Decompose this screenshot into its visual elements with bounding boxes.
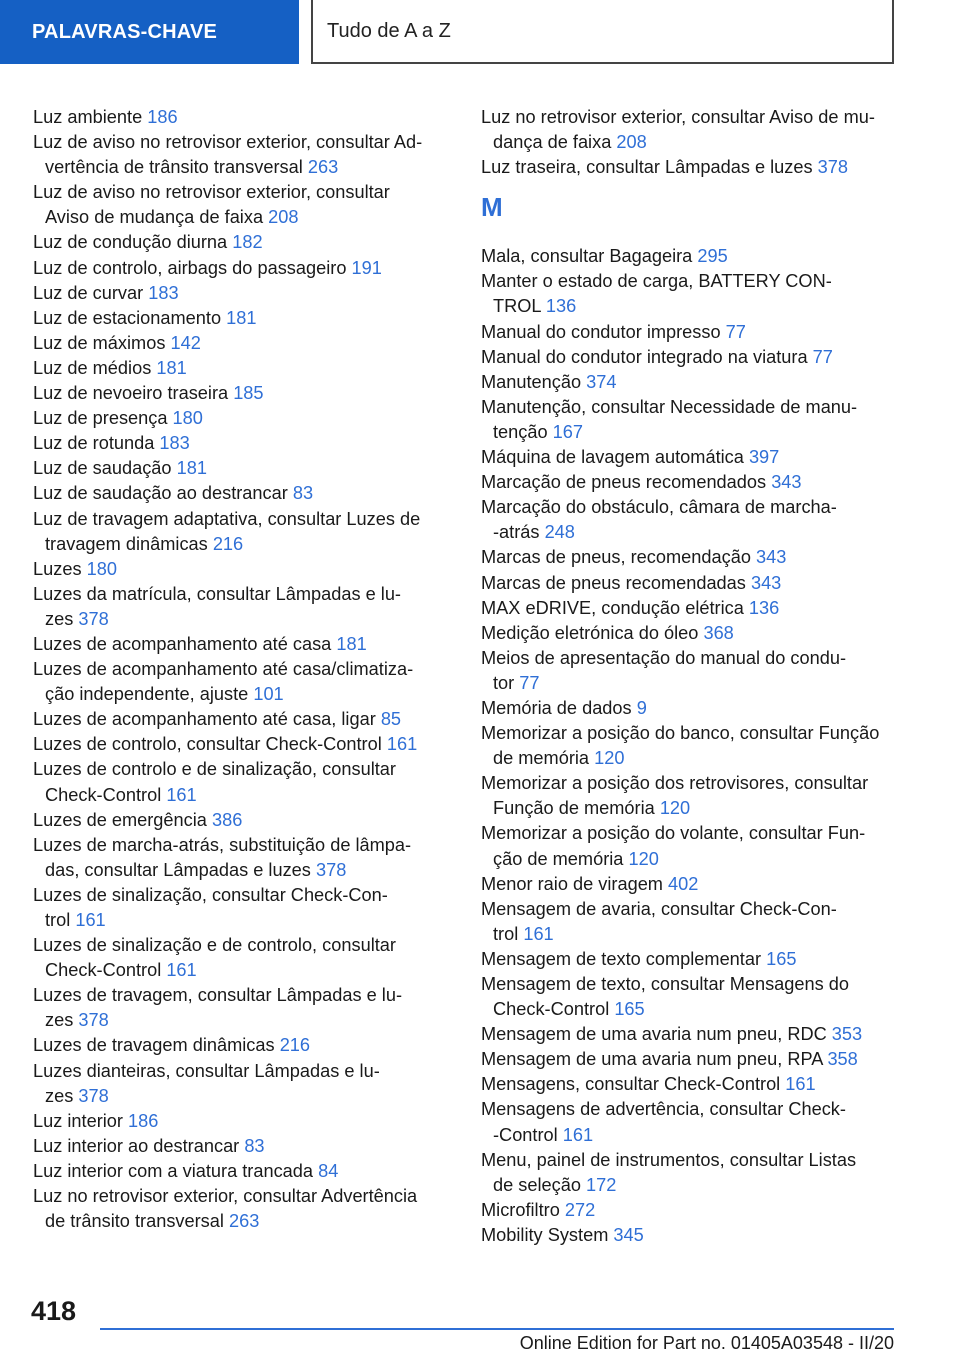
index-entry [481, 821, 901, 871]
page-reference-link[interactable]: 397 [748, 447, 780, 468]
index-entry [481, 1047, 901, 1072]
index-entry-text: Máquina de lavagem automática [481, 447, 744, 468]
page-reference-link[interactable]: 142 [170, 332, 201, 353]
index-entry-text: Luz de aviso no retrovisor exterior, consultar Aviso de mudança de faixa [33, 182, 390, 228]
index-entry-text: Medição eletrónica do óleo [481, 622, 699, 643]
index-entry [33, 180, 445, 230]
page-reference-link[interactable]: 343 [756, 547, 787, 568]
index-entry [33, 833, 445, 883]
index-entry [33, 808, 445, 833]
page-reference-link[interactable]: 120 [628, 848, 659, 869]
index-entry [33, 582, 445, 632]
page-reference-link[interactable]: 165 [766, 948, 797, 969]
page-reference-link[interactable]: 185 [233, 383, 264, 404]
index-entry [33, 632, 445, 657]
index-entry-text: Luz de saudação ao destrancar [33, 483, 288, 504]
index-entry-text: Luz ambiente [33, 107, 143, 127]
page-reference-link[interactable]: 263 [307, 157, 339, 178]
page-reference-link[interactable]: 180 [172, 408, 203, 429]
index-entry-text: Microfiltro [481, 1199, 560, 1220]
page-reference-link[interactable]: 161 [523, 923, 554, 944]
page-reference-link[interactable]: 295 [697, 246, 728, 267]
index-entry [33, 256, 445, 281]
page-reference-link[interactable]: 343 [771, 472, 802, 493]
index-entry [481, 596, 901, 621]
index-entry-text: Meios de apresentação do manual do condu- tor [481, 647, 847, 693]
index-entry [33, 507, 445, 557]
page-reference-link[interactable]: 208 [616, 132, 647, 153]
index-entry-text: Luz interior [33, 1110, 123, 1131]
index-entry-text: Luzes de acompanhamento até casa [33, 633, 332, 654]
index-entry [481, 1148, 901, 1198]
page-reference-link[interactable]: 84 [318, 1160, 339, 1181]
index-entry [481, 244, 901, 269]
index-entry-text: Luz de controlo, airbags do passageiro [33, 257, 347, 278]
index-entry-text: Luzes de controlo, consultar Check-Control [33, 734, 382, 755]
index-entry [33, 306, 445, 331]
page-reference-link[interactable]: 402 [668, 873, 699, 894]
index-entry [481, 1223, 901, 1248]
index-entry-text: Mensagem de uma avaria num pneu, RDC [481, 1024, 827, 1045]
page-reference-link[interactable]: 183 [148, 282, 179, 303]
section-tab-label: PALAVRAS-CHAVE [32, 20, 218, 43]
index-entry-text: Luzes de travagem, consultar Lâmpadas e lu- zes [33, 985, 403, 1031]
page-reference-link[interactable]: 120 [594, 748, 625, 769]
section-title-box [311, 0, 894, 64]
index-entry-text: Luz de máximos [33, 332, 166, 353]
index-entry [33, 1184, 445, 1234]
index-entry [33, 933, 445, 983]
index-entry-text: Luz de nevoeiro traseira [33, 383, 229, 404]
index-entry-text: Mensagem de texto complementar [481, 948, 762, 969]
index-entry-text: Luzes de sinalização e de controlo, consultar Check-Control [33, 935, 396, 981]
page-reference-link[interactable]: 161 [166, 960, 197, 981]
page-reference-link[interactable]: 181 [176, 458, 207, 479]
page-reference-link[interactable]: 248 [544, 522, 575, 543]
index-entry [33, 883, 445, 933]
index-entry [481, 445, 901, 470]
index-entry-text: Luz de curvar [33, 282, 144, 303]
index-entry [33, 381, 445, 406]
page-reference-link[interactable]: 83 [244, 1135, 265, 1156]
page-reference-link[interactable]: 368 [703, 622, 734, 643]
footer-divider [100, 1328, 894, 1330]
index-entry-text: Mensagens, consultar Check-Control [481, 1074, 781, 1095]
page-reference-link[interactable]: 358 [827, 1049, 858, 1070]
index-entry [481, 1022, 901, 1047]
index-entry [481, 1072, 901, 1097]
index-entry [481, 269, 901, 319]
index-entry-text: Luzes de acompanhamento até casa/climatiza- ção independente, ajuste [33, 659, 414, 705]
index-entry [33, 331, 445, 356]
index-entry-text: Mala, consultar Bagageira [481, 246, 693, 267]
page-reference-link[interactable]: 161 [75, 910, 106, 930]
index-entry-text: Memorizar a posição do banco, consultar Função de memória [481, 723, 880, 769]
index-entry [33, 456, 445, 481]
page-reference-link[interactable]: 378 [78, 1010, 109, 1031]
index-entry-text: Mobility System [481, 1224, 609, 1245]
index-entry [33, 657, 445, 707]
index-entry-text: Marcas de pneus, recomendação [481, 547, 751, 568]
index-entry [33, 356, 445, 381]
index-entry [33, 1109, 445, 1134]
page-reference-link[interactable]: 386 [211, 809, 243, 830]
page-reference-link[interactable]: 101 [253, 684, 284, 705]
index-entry [481, 771, 901, 821]
index-entry-text: Mensagem de uma avaria num pneu, RPA [481, 1049, 823, 1070]
index-entry [481, 721, 901, 771]
edition-footer: Online Edition for Part no. 01405A03548 - II/20 [519, 1333, 894, 1353]
page-reference-link[interactable]: 161 [386, 734, 418, 755]
page-reference-link[interactable]: 208 [268, 207, 299, 228]
page-reference-link[interactable]: 378 [315, 859, 347, 880]
index-entry-text: Luz de saudação [33, 458, 172, 479]
index-entry [481, 897, 901, 947]
index-entry-text: Luz no retrovisor exterior, consultar Advertência de trânsito transversal [33, 1186, 418, 1232]
index-entry [33, 281, 445, 306]
letter-heading: M [481, 192, 503, 223]
page-reference-link[interactable]: 378 [78, 1085, 109, 1106]
index-entry [33, 1033, 445, 1058]
page-reference-link[interactable]: 186 [128, 1110, 159, 1131]
index-entry [33, 431, 445, 456]
index-entry [33, 557, 445, 582]
page-reference-link[interactable]: 83 [292, 483, 314, 504]
index-entry-text: Menor raio de viragem [481, 873, 663, 894]
index-entry-text: Luzes de acompanhamento até casa, ligar [33, 709, 376, 730]
index-entry [33, 1059, 445, 1109]
page-reference-link[interactable]: 181 [336, 633, 367, 654]
page-reference-link[interactable]: 77 [812, 346, 833, 367]
page-reference-link[interactable]: 161 [785, 1074, 816, 1095]
index-entry-text: Mensagem de avaria, consultar Check-Con- trol [481, 898, 837, 944]
page-reference-link[interactable]: 374 [586, 371, 617, 392]
page-reference-link[interactable]: 345 [613, 1224, 644, 1245]
index-entry [481, 1198, 901, 1223]
index-entry [481, 696, 901, 721]
index-column-left [33, 105, 445, 1234]
page-reference-link[interactable]: 343 [750, 572, 782, 593]
page-reference-link[interactable]: 272 [564, 1199, 596, 1220]
index-entry-text: Luzes dianteiras, consultar Lâmpadas e lu- zes [33, 1060, 380, 1106]
index-entry [481, 395, 901, 445]
section-tab[interactable] [0, 0, 299, 64]
page-reference-link[interactable]: 182 [232, 232, 263, 253]
index-entry-text: Luz de presença [33, 408, 168, 429]
index-entry [481, 571, 901, 596]
page-reference-link[interactable]: 120 [659, 798, 691, 819]
page-reference-link[interactable]: 216 [279, 1035, 311, 1056]
index-entry [481, 370, 901, 395]
page-reference-link[interactable]: 77 [519, 672, 540, 693]
section-title: Tudo de A a Z [327, 19, 451, 42]
page-reference-link[interactable]: 161 [166, 784, 197, 805]
index-entry-text: Luz de estacionamento [33, 307, 222, 328]
page-reference-link[interactable]: 378 [817, 157, 849, 178]
index-entry [33, 983, 445, 1033]
index-entry-text: Memorizar a posição do volante, consultar Fun- ção de memória [481, 823, 866, 869]
index-entry-text: Manutenção [481, 371, 582, 392]
index-entry [481, 621, 901, 646]
index-entry-text: Luz de condução diurna [33, 232, 228, 253]
page-reference-link[interactable]: 181 [226, 307, 257, 328]
index-entry-text: Manter o estado de carga, BATTERY CON- TROL [481, 271, 832, 317]
index-entry [481, 105, 901, 155]
index-entry [481, 320, 901, 345]
index-entry [481, 1097, 901, 1147]
index-entry-text: Luz de rotunda [33, 433, 155, 454]
index-entry [33, 130, 445, 180]
page-reference-link[interactable]: 186 [147, 107, 178, 127]
index-entry-text: Luz interior ao destrancar [33, 1135, 240, 1156]
index-entry [33, 1159, 445, 1184]
index-entry [481, 972, 901, 1022]
index-entry-text: Manual do condutor integrado na viatura [481, 346, 808, 367]
index-entry [33, 105, 445, 130]
index-entry-text: Luzes de emergência [33, 809, 207, 830]
index-entry [481, 947, 901, 972]
index-entry-text: Luzes de marcha-atrás, substituição de lâmpa- das, consultar Lâmpadas e luzes [33, 834, 412, 880]
index-entry-text: Luzes [33, 558, 82, 579]
page-reference-link[interactable]: 216 [212, 533, 244, 554]
index-entry [481, 155, 901, 180]
index-entry [33, 757, 445, 807]
page-reference-link[interactable]: 378 [78, 608, 109, 629]
index-entry-text: Luzes da matrícula, consultar Lâmpadas e lu- zes [33, 583, 401, 629]
index-entry [33, 707, 445, 732]
index-entry [33, 732, 445, 757]
index-entry [481, 545, 901, 570]
index-entry-text: Menu, painel de instrumentos, consultar Listas de seleção [481, 1149, 857, 1195]
index-entry-text: Mensagem de texto, consultar Mensagens do Check-Control [481, 974, 850, 1020]
index-entry-text: Luz de médios [33, 357, 152, 378]
index-entry [481, 470, 901, 495]
page-number: 418 [31, 1296, 77, 1326]
index-entry [33, 481, 445, 506]
index-entry-text: MAX eDRIVE, condução elétrica [481, 597, 744, 618]
index-entry-text: Manual do condutor impresso [481, 321, 721, 342]
index-entry [33, 406, 445, 431]
index-entry [481, 345, 901, 370]
page-reference-link[interactable]: 165 [614, 999, 645, 1020]
page-reference-link[interactable]: 161 [562, 1124, 594, 1145]
page-reference-link[interactable]: 172 [586, 1174, 617, 1195]
page-reference-link[interactable]: 85 [380, 709, 402, 730]
page-reference-link[interactable]: 353 [831, 1024, 863, 1045]
index-entry [33, 1134, 445, 1159]
index-entry-text: Luz traseira, consultar Lâmpadas e luzes [481, 157, 813, 178]
page-reference-link[interactable]: 136 [748, 597, 780, 618]
page-reference-link[interactable]: 77 [725, 321, 746, 342]
index-entry-text: Mensagens de advertência, consultar Check- -Control [481, 1099, 846, 1145]
index-entry-text: Luz no retrovisor exterior, consultar Aviso de mu- dança de faixa [481, 107, 875, 153]
index-entry-text: Luzes de sinalização, consultar Check-Con- trol [33, 884, 388, 930]
index-column-right [481, 105, 901, 1248]
page-reference-link[interactable]: 167 [552, 421, 584, 442]
page-reference-link[interactable]: 136 [545, 296, 577, 317]
index-entry-text: Manutenção, consultar Necessidade de manu- tenção [481, 396, 858, 442]
index-entry [481, 872, 901, 897]
index-entry-text: Memória de dados [481, 697, 632, 718]
page-reference-link[interactable]: 180 [86, 558, 117, 579]
index-entry-text: Luz de aviso no retrovisor exterior, consultar Ad- vertência de trânsito transversal [33, 132, 423, 178]
index-entry-text: Marcas de pneus recomendadas [481, 572, 746, 593]
index-entry-text: Memorizar a posição dos retrovisores, consultar Função de memória [481, 773, 869, 819]
index-entry [481, 495, 901, 545]
index-entry [33, 230, 445, 255]
index-entry-text: Luzes de controlo e de sinalização, consultar Check-Control [33, 759, 396, 805]
index-entry-text: Luz interior com a viatura trancada [33, 1160, 314, 1181]
page-reference-link[interactable]: 263 [229, 1211, 260, 1232]
index-entry [481, 646, 901, 696]
index-entry-text: Luzes de travagem dinâmicas [33, 1035, 275, 1056]
index-entry-text: Luz de travagem adaptativa, consultar Luzes de travagem dinâmicas [33, 508, 421, 554]
index-entry-text: Marcação de pneus recomendados [481, 472, 767, 493]
page-reference-link[interactable]: 191 [351, 257, 382, 278]
page-reference-link[interactable]: 181 [156, 357, 187, 378]
page-reference-link[interactable]: 9 [636, 697, 647, 718]
index-entry-text: Marcação do obstáculo, câmara de marcha- -atrás [481, 497, 837, 543]
page-reference-link[interactable]: 183 [159, 433, 190, 454]
